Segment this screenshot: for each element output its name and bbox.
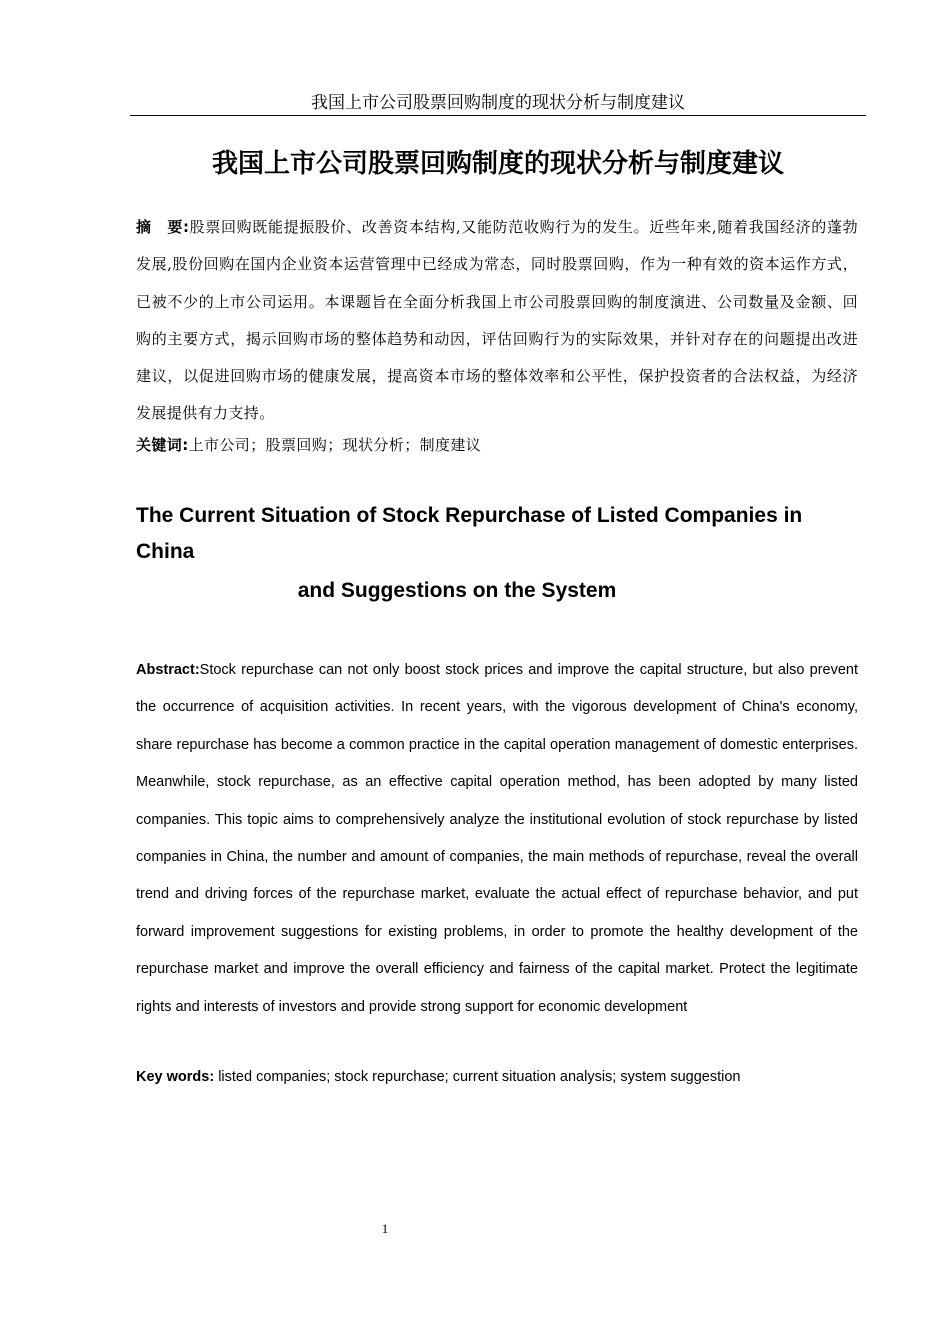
chinese-keywords-label: 关键词: bbox=[136, 436, 189, 454]
chinese-keywords bbox=[136, 433, 858, 457]
english-abstract-text: Stock repurchase can not only boost stock prices and improve the capital structure, but also prevent the occurrence of acquisition activities. In recent years, with the vigorous development of China's economy, share repurchase has become a common practice in the capital operation management of domestic enterprises. Meanwhile, stock repurchase, as an effective capital operation method, has been adopted by many listed companies. This topic aims to comprehensively analyze the institutional evolution of stock repurchase by listed companies in China, the number and amount of companies, the main methods of repurchase, reveal the overall trend and driving forces of the repurchase market, evaluate the actual effect of repurchase behavior, and put forward improvement suggestions for existing problems, in order to promote the healthy development of the repurchase market and improve the overall efficiency and fairness of the capital market. Protect the legitimate rights and interests of investors and provide strong support for economic development bbox=[136, 662, 858, 1015]
chinese-abstract-label: 摘 要: bbox=[136, 218, 190, 236]
english-abstract-label: Abstract: bbox=[136, 662, 200, 678]
english-keywords bbox=[136, 1066, 858, 1088]
chinese-abstract-text: 股票回购既能提振股价、改善资本结构,又能防范收购行为的发生。近些年来,随着我国经济的蓬勃发展,股份回购在国内企业资本运营管理中已经成为常态，同时股票回购，作为一种有效的资本运作方式，已被不少的上市公司运用。本课题旨在全面分析我国上市公司股票回购的制度演进、公司数量及金额、回购的主要方式，揭示回购市场的整体趋势和动因，评估回购行为的实际效果，并针对存在的问题提出改进建议，以促进回购市场的健康发展，提高资本市场的整体效率和公平性，保护投资者的合法权益，为经济发展提供有力支持。 bbox=[136, 218, 858, 423]
english-abstract bbox=[136, 652, 858, 1026]
chinese-title: 我国上市公司股票回购制度的现状分析与制度建议 bbox=[211, 149, 784, 179]
page-header: 我国上市公司股票回购制度的现状分析与制度建议 bbox=[311, 93, 685, 113]
chinese-keywords-text: 上市公司；股票回购；现状分析；制度建议 bbox=[188, 436, 482, 454]
page-number: 1 bbox=[381, 1221, 389, 1236]
chinese-abstract bbox=[136, 209, 858, 433]
english-keywords-text: listed companies; stock repurchase; current situation analysis; system suggestion bbox=[214, 1069, 741, 1085]
english-title-line-2: and Suggestions on the System bbox=[297, 579, 617, 602]
header-rule bbox=[130, 115, 866, 116]
english-title-line-1: The Current Situation of Stock Repurchase of Listed Companies in China bbox=[136, 504, 803, 563]
english-keywords-label: Key words: bbox=[136, 1069, 215, 1085]
